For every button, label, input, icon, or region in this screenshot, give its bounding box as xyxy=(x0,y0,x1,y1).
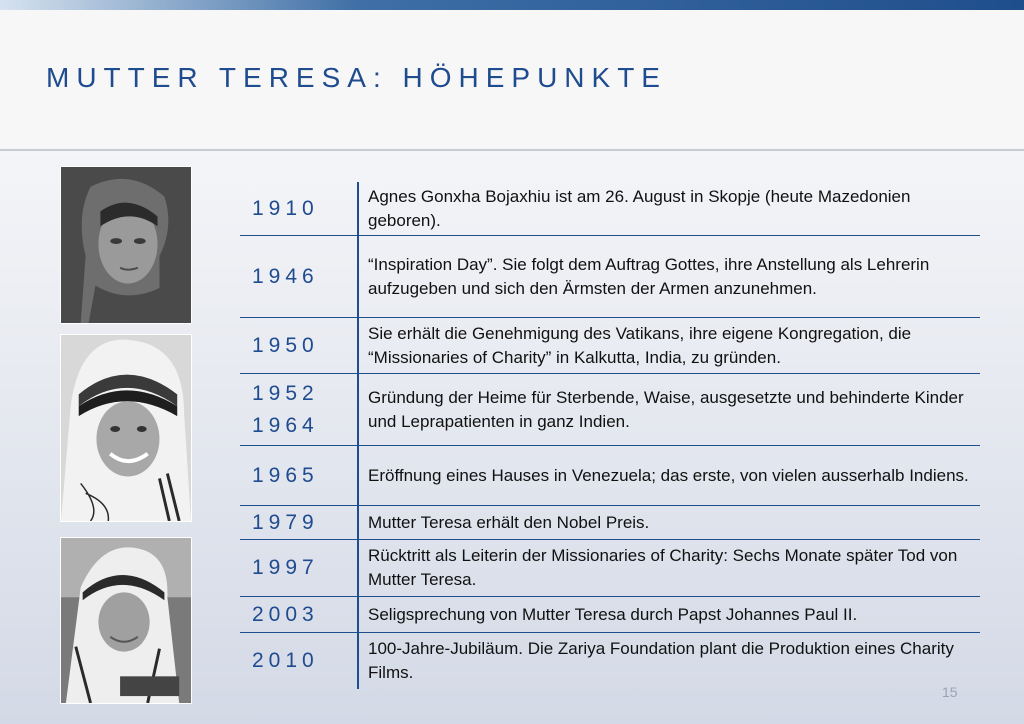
timeline-row xyxy=(240,318,980,374)
timeline-year: 2003 xyxy=(252,602,319,626)
timeline-text: Eröffnung eines Hauses in Venezuela; das erste, von vielen ausserhalb Indiens. xyxy=(368,465,969,485)
timeline-year: 2010 xyxy=(252,649,319,672)
header-divider xyxy=(0,149,1024,151)
top-accent-bar xyxy=(0,0,1024,10)
timeline-text: Agnes Gonxha Bojaxhiu ist am 26. August in Skopje (heute Mazedonien geboren). xyxy=(368,186,911,230)
timeline-row xyxy=(240,540,980,597)
page-number: 15 xyxy=(942,684,958,700)
timeline-text: “Inspiration Day”. Sie folgt dem Auftrag Gottes, ihre Anstellung als Lehrerin aufzugeben und sich den Ärmsten der Armen anzunehmen. xyxy=(368,254,930,298)
timeline-year-range xyxy=(240,374,358,445)
timeline-text: 100-Jahre-Jubiläum. Die Zariya Foundation plant die Produktion eines Charity Films. xyxy=(368,639,954,682)
timeline-text: Mutter Teresa erhält den Nobel Preis. xyxy=(368,512,650,532)
timeline-row xyxy=(240,236,980,318)
timeline-row xyxy=(240,182,980,236)
portrait-elder-photo xyxy=(60,537,192,704)
timeline-year: 1979 xyxy=(252,510,319,534)
timeline-row xyxy=(240,506,980,540)
timeline-text: Sie erhält die Genehmigung des Vatikans, ihre eigene Kongregation, die “Missionaries of Charity” in Kalkutta, India, zu gründen. xyxy=(368,323,912,367)
timeline-year: 1950 xyxy=(252,333,319,357)
timeline-year: 1965 xyxy=(252,463,319,487)
timeline-table xyxy=(240,182,980,689)
timeline-text: Rücktritt als Leiterin der Missionaries of Charity: Sechs Monate später Tod von Mutter Teresa. xyxy=(368,546,958,589)
timeline-year: 1997 xyxy=(252,556,319,579)
timeline-year-start: 1952 xyxy=(252,381,319,405)
timeline-year-end: 1964 xyxy=(252,413,319,437)
timeline-text: Gründung der Heime für Sterbende, Waise, ausgesetzte und behinderte Kinder und Leprapatienten in ganz Indien. xyxy=(368,387,964,431)
slide-title: MUTTER TERESA: HÖHEPUNKTE xyxy=(46,62,667,93)
timeline-row xyxy=(240,374,980,446)
timeline-text: Seligsprechung von Mutter Teresa durch Papst Johannes Paul II. xyxy=(368,604,858,624)
timeline-year: 1946 xyxy=(252,264,319,288)
portrait-signed-photo xyxy=(60,334,192,522)
timeline-year: 1910 xyxy=(252,196,319,220)
portrait-young-photo xyxy=(60,166,192,324)
timeline-row xyxy=(240,446,980,506)
timeline-row xyxy=(240,633,980,689)
timeline-row xyxy=(240,597,980,633)
